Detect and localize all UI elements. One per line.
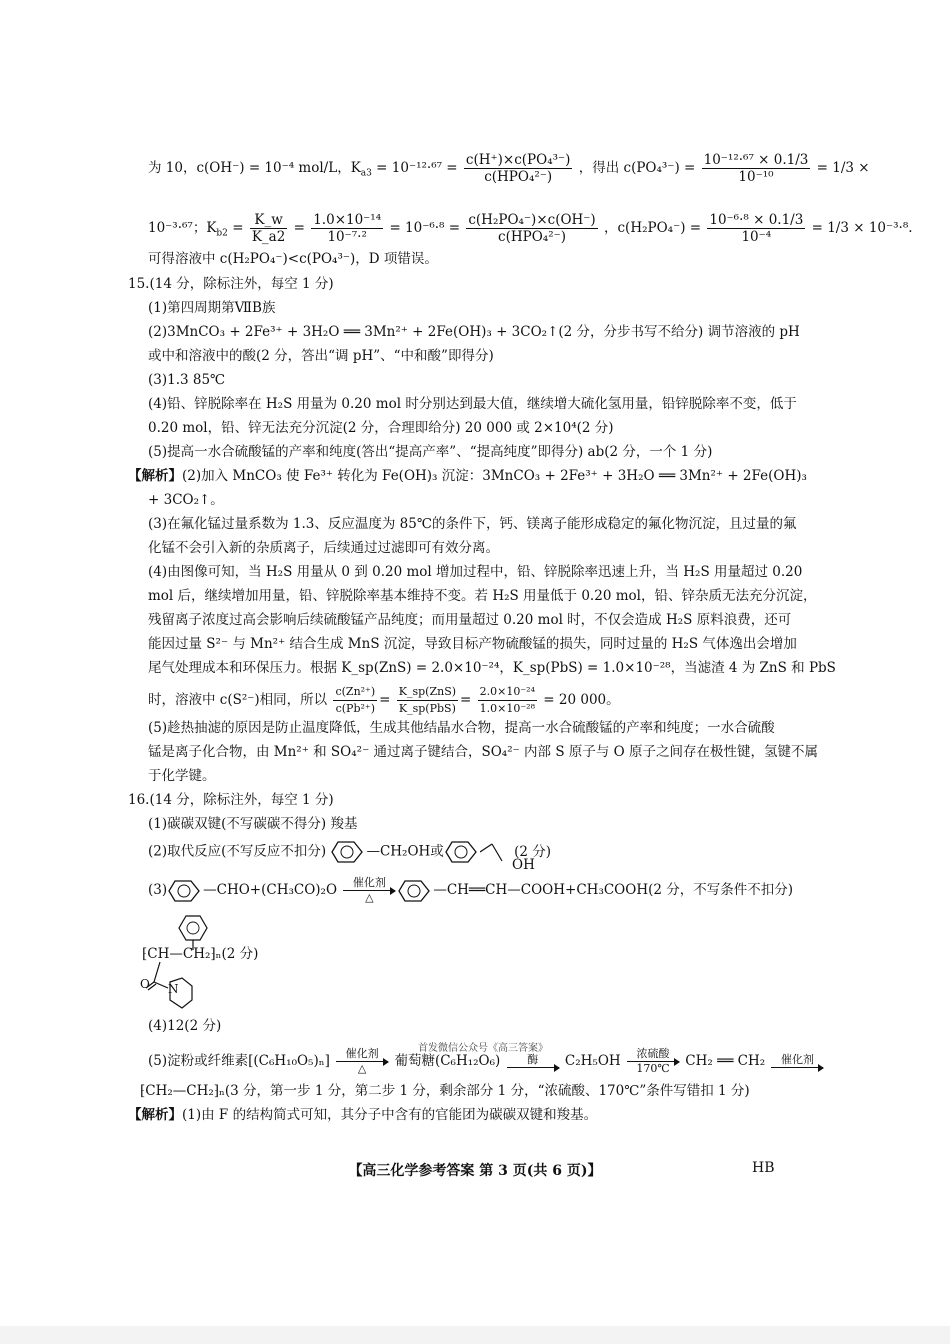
- fraction-denominator: K_a2: [251, 229, 286, 245]
- fraction-numerator: c(Zn²⁺): [333, 684, 377, 701]
- conclusion-line: 可得溶液中 c(H₂PO₄⁻)<c(PO₄³⁻)，D 项错误。: [148, 251, 438, 267]
- question-15-header: 15.(14 分，除标注外，每空 1 分): [128, 276, 334, 292]
- arrow-condition: 催化剂: [780, 1053, 814, 1066]
- text-segment: = 10⁻⁶·⁸ =: [389, 220, 461, 236]
- fraction-numerator: K_sp(ZnS): [397, 684, 458, 701]
- text-segment: = 1/3 ×: [816, 160, 870, 176]
- q15-answer-2-cont: 或中和溶液中的酸(2 分，答出“调 pH”、“中和酸”即得分): [148, 348, 494, 364]
- fraction-numerator: 2.0×10⁻²⁴: [478, 684, 537, 701]
- text-segment: —CHO+(CH₃CO)₂O: [203, 882, 338, 898]
- q16-answer-5-cont: ⁅CH₂—CH₂⁆ₙ(3 分，第一步 1 分，第二步 1 分，剩余部分 1 分，“浓硫酸、170℃”条件写错扣 1 分): [140, 1083, 750, 1099]
- text-segment: =: [293, 220, 305, 236]
- arrow-condition: 催化剂: [352, 876, 386, 889]
- polymer-formula: ⁅CH—CH₂⁆ₙ(2 分): [142, 946, 259, 962]
- arrow-condition: △: [365, 891, 374, 904]
- q15-analysis-4-cont: 残留离子浓度过高会影响后续硫酸锰产品纯度；而用量超过 0.20 mol 时，不仅会造成 H₂S 原料浪费，还可: [148, 612, 792, 628]
- reaction-arrow: [336, 1048, 388, 1075]
- analysis-label: 【解析】: [128, 468, 182, 484]
- text-segment: =: [227, 220, 244, 236]
- text-segment: —CH₂OH或: [366, 843, 444, 860]
- arrow-condition: 催化剂: [345, 1047, 379, 1060]
- q15-analysis-4-cont: mol 后，继续增加用量，铅、锌脱除率基本维持不变。若 H₂S 用量低于 0.20 mol，铅、锌杂质无法充分沉淀，: [148, 588, 817, 604]
- fraction-denominator: 10⁻¹⁰: [738, 169, 774, 185]
- text-segment: 葡萄糖(C₆H₁₂O₆): [394, 1053, 501, 1069]
- arrow-condition: 浓硫酸: [636, 1047, 670, 1060]
- side-chain-bond-icon: [480, 839, 506, 869]
- fraction-numerator: K_w: [250, 212, 287, 229]
- analysis-label: 【解析】: [128, 1107, 182, 1123]
- fraction: [333, 684, 377, 717]
- text-segment: (5)淀粉或纤维素[(C₆H₁₀O₅)ₙ]: [148, 1053, 330, 1069]
- q15-answer-4-cont: 0.20 mol，铅、锌无法充分沉淀(2 分，合理即给分) 20 000 或 2×10⁴(2 分): [148, 420, 614, 436]
- arrow-condition: 170℃: [636, 1062, 670, 1075]
- fraction: [478, 684, 537, 717]
- q15-analysis-5: (5)趁热抽滤的原因是防止温度降低，生成其他结晶水合物，提高一水合硫酸锰的产率和纯度；一水合硫酸: [148, 720, 775, 736]
- fraction-numerator: 10⁻¹²·⁶⁷ × 0.1/3: [703, 152, 809, 168]
- fraction-numerator: c(H₂PO₄⁻)×c(OH⁻): [468, 212, 596, 228]
- text-segment: 时，溶液中 c(S²⁻)相同，所以: [148, 692, 328, 708]
- question-16-header: 16.(14 分，除标注外，每空 1 分): [128, 792, 334, 808]
- text-segment: = 10⁻¹²·⁶⁷ =: [371, 160, 458, 176]
- fraction-denominator: c(HPO₄²⁻): [498, 229, 567, 245]
- carbonyl-o-label: O: [140, 977, 150, 991]
- q15-answer-2: (2)3MnCO₃ + 2Fe³⁺ + 3H₂O ══ 3Mn²⁺ + 2Fe(OH)₃ + 3CO₂↑(2 分，分步书写不给分) 调节溶液的 pH: [148, 324, 800, 340]
- bottom-bar: [0, 1326, 950, 1344]
- fraction: [250, 212, 287, 245]
- q15-analysis-5-cont: 于化学键。: [148, 768, 216, 784]
- text-segment: (2)取代反应(不写反应不扣分): [148, 843, 327, 860]
- q15-answer-1: (1)第四周期第ⅦB族: [148, 300, 276, 316]
- q16-answer-4: (4)12(2 分): [148, 1018, 222, 1034]
- q15-answer-5: (5)提高一水合硫酸锰的产率和纯度(答出“提高产率”、“提高纯度”即得分) ab(2 分，一个 1 分): [148, 444, 713, 460]
- text-segment: C₂H₅OH: [564, 1053, 621, 1069]
- text-segment: CH₂ ══ CH₂: [685, 1053, 766, 1069]
- text-segment: a3: [360, 168, 372, 179]
- footer-code: HB: [752, 1160, 775, 1176]
- hydroxyl-label: OH: [512, 857, 535, 873]
- arrow-condition: △: [357, 1062, 367, 1075]
- benzene-ring-icon: [167, 878, 203, 904]
- reaction-arrow: [343, 877, 395, 904]
- q15-analysis-3-cont: 化锰不会引入新的杂质离子，后续通过过滤即可有效分离。: [148, 540, 499, 556]
- fraction: [311, 212, 383, 245]
- benzene-ring-icon: [444, 839, 480, 865]
- ring-n-label: N: [168, 982, 179, 996]
- polymer-structure-icon: [140, 910, 240, 1020]
- fraction-denominator: K_sp(PbS): [398, 702, 456, 715]
- arrow-condition: 酶: [527, 1053, 539, 1066]
- page-footer: 【高三化学参考答案 第 3 页(共 6 页)】: [348, 1163, 602, 1179]
- fraction-denominator: 1.0×10⁻²⁸: [479, 702, 535, 715]
- calc-line-1: [148, 152, 870, 185]
- q15-analysis-4: (4)由图像可知，当 H₂S 用量从 0 到 0.20 mol 增加过程中，铅、锌脱除率迅速上升，当 H₂S 用量超过 0.20: [148, 564, 803, 580]
- q15-analysis-3: (3)在氟化锰过量系数为 1.3、反应温度为 85℃的条件下，钙、镁离子能形成稳定的氟化物沉淀，且过量的氟: [148, 516, 797, 532]
- watermark-text: 首发微信公众号《高三答案》: [418, 1043, 548, 1054]
- fraction: [397, 684, 458, 717]
- reaction-arrow: [771, 1054, 823, 1069]
- q16-answer-3: [148, 877, 793, 904]
- text-segment: (2)加入 MnCO₃ 使 Fe³⁺ 转化为 Fe(OH)₃ 沉淀：3MnCO₃ + 2Fe³⁺ + 3H₂O ══ 3Mn²⁺ + 2Fe(OH)₃: [182, 468, 807, 484]
- text-segment: ，得出 c(PO₄³⁻) =: [578, 160, 696, 176]
- text-segment: = 20 000。: [543, 692, 620, 708]
- fraction: [464, 152, 573, 185]
- q15-analysis-5-cont: 锰是离子化合物，由 Mn²⁺ 和 SO₄²⁻ 通过离子键结合，SO₄²⁻ 内部 S 原子与 O 原子之间存在极性键，氢键不属: [148, 744, 819, 760]
- q15-analysis-4-ratio: 时，溶液中 c(S²⁻)相同，所以 $\frac{\text{c(Zn²⁺)}}{\text{c(Pb²⁺)}}$ = $\frac{\text{K\_sp(ZnS)}}{\text{K\_sp(PbS)}}$ = $\frac{\text{2.0×10⁻²⁴}}{\text{1.0×10⁻²⁸}}$ = 20 000。: [148, 685, 620, 715]
- benzene-ring-icon: [330, 839, 366, 865]
- text-segment: ，c(H₂PO₄⁻) =: [604, 220, 702, 236]
- fraction-denominator: c(Pb²⁺): [335, 702, 376, 715]
- q16-answer-1: (1)碳碳双键(不写碳碳不得分) 羧基: [148, 816, 358, 832]
- q15-analysis-4-cont: 能因过量 S²⁻ 与 Mn²⁺ 结合生成 MnS 沉淀，导致目标产物硫酸锰的损失，同时过量的 H₂S 气体逸出会增加: [148, 636, 797, 652]
- text-segment: (3): [148, 882, 168, 898]
- fraction: [702, 152, 811, 185]
- calc-line-2: [148, 212, 913, 245]
- q15-analysis-2-cont: + 3CO₂↑。: [148, 492, 224, 508]
- fraction-numerator: c(H⁺)×c(PO₄³⁻): [465, 152, 571, 168]
- text-segment: —CH══CH—COOH+CH₃COOH(2 分，不写条件不扣分): [433, 882, 794, 898]
- q16-answer-2: [148, 839, 551, 869]
- text-segment: (2 分): [514, 843, 552, 860]
- text-segment: b2: [216, 228, 228, 239]
- fraction-numerator: 1.0×10⁻¹⁴: [313, 212, 382, 228]
- text-segment: 10⁻³·⁶⁷；K: [148, 220, 217, 236]
- q16-analysis-1: [128, 1106, 597, 1124]
- fraction-denominator: c(HPO₄²⁻): [484, 169, 553, 185]
- reaction-arrow: [627, 1048, 679, 1075]
- text-segment: 为 10，c(OH⁻) = 10⁻⁴ mol/L，K: [148, 160, 361, 176]
- q15-analysis-2: [128, 467, 807, 485]
- fraction: [466, 212, 597, 245]
- fraction-denominator: 10⁻⁷·²: [327, 229, 367, 245]
- text-segment: = 1/3 × 10⁻³·⁸.: [811, 220, 913, 236]
- fraction: [707, 212, 805, 245]
- text-segment: (1)由 F 的结构简式可知，其分子中含有的官能团为碳碳双键和羧基。: [182, 1107, 598, 1123]
- q15-analysis-4-cont: 尾气处理成本和环保压力。根据 K_sp(ZnS) = 2.0×10⁻²⁴，K_sp(PbS) = 1.0×10⁻²⁸，当滤渣 4 为 ZnS 和 PbS: [148, 660, 836, 676]
- q15-answer-3: (3)1.3 85℃: [148, 372, 226, 388]
- fraction-numerator: 10⁻⁶·⁸ × 0.1/3: [709, 212, 804, 228]
- benzene-ring-icon: [397, 878, 433, 904]
- fraction-denominator: 10⁻⁴: [741, 229, 772, 245]
- q15-answer-4: (4)铅、锌脱除率在 H₂S 用量为 0.20 mol 时分别达到最大值，继续增大硫化氢用量，铅锌脱除率不变，低于: [148, 396, 797, 412]
